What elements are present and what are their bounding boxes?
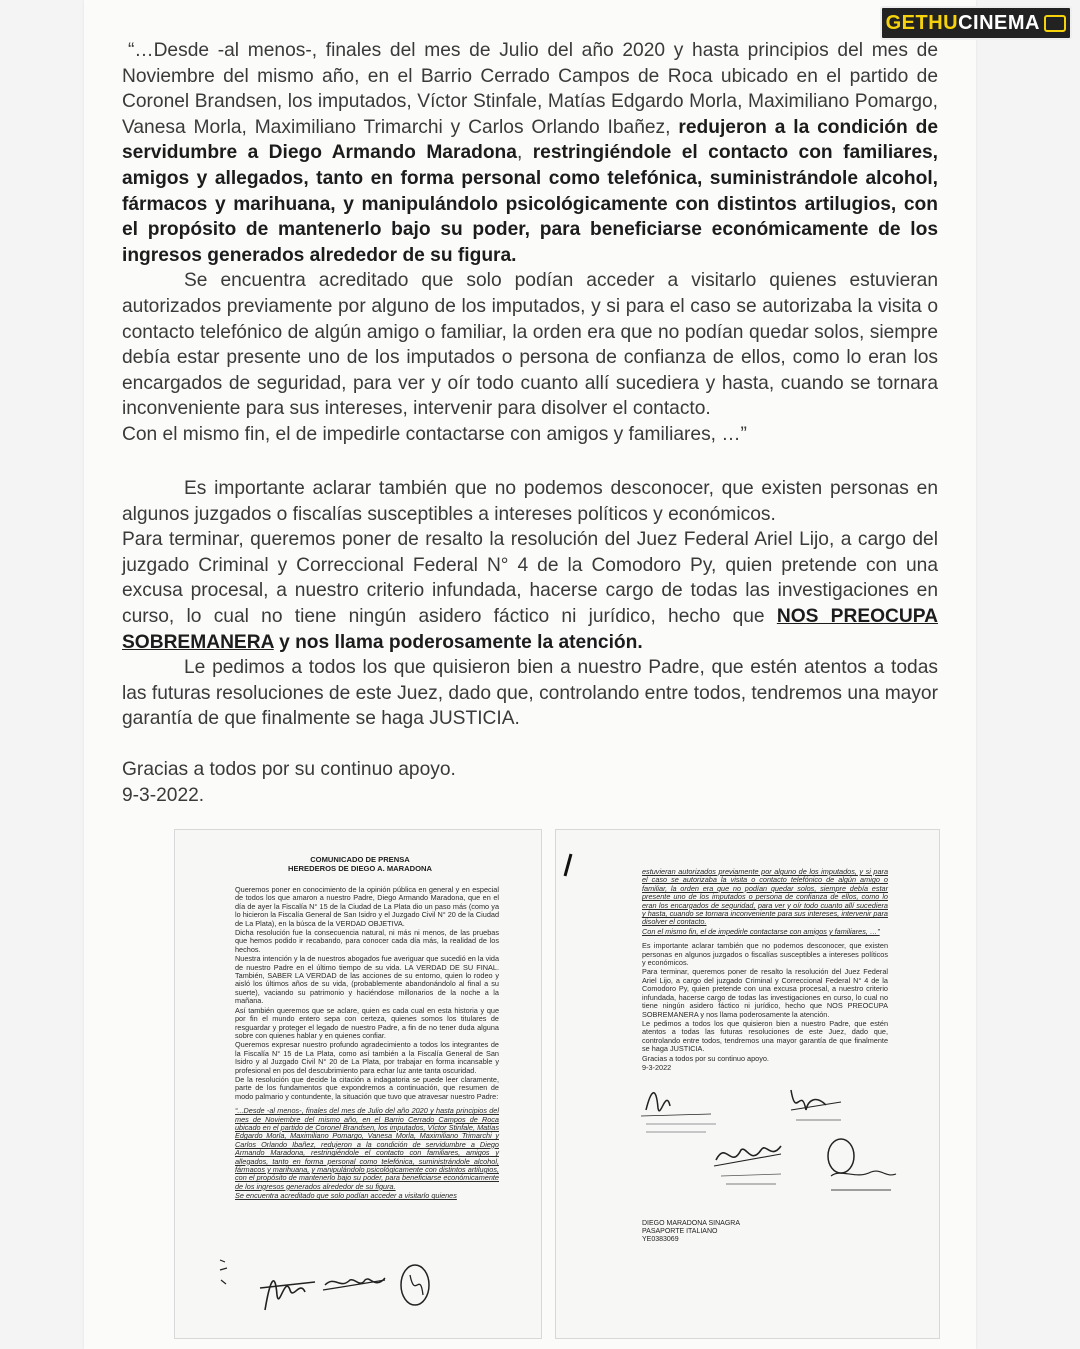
handwritten-signatures-page-1 (215, 1250, 445, 1330)
photo-press-release-page-2 (555, 829, 940, 1339)
press-release-page-1-text: Queremos poner en conocimiento de la opinión pública en general y en especial de todos los que amaron a nuestro Padre, Diego Armando Maradona, que en el día de ayer la Fiscalía N° 15 de la Ciudad de La Plata dio un paso más (como ya lo hicieron la Fiscalía General de San Isidro y el Juzgado Civil N° 20 de la Ciudad de La Plata), en la búsca de la VERDAD OBJETIVA. Dicha resolución fue la consecuencia natural, ni más ni menos, de las pruebas que hemos podido ir recabando, para conocer cada día más, la realidad de los hechos. Nuestra intención y la de nuestros abogados fue averiguar que sucedió en la vida de nuestro Padre en el último tiempo de su vida. LA VERDAD DE SU FINAL. También, SABER LA VERDAD de las acciones de su entorno, quien lo rodeo y aisló los últimos años de su vida, (probablemente abandonándolo al final a su suerte), vaciando su patrimonio y haciéndose millonarios de la noche a la mañana. Así también queremos que se aclare, quien es cada cual en esta historia y que por fin el mundo entero sepa con certeza, quienes somos los titulares de resguardar y proteger el legado de nuestro Padre, a fin de no tener duda alguna sobre con quienes hablar y en quienes confiar. Queremos expresar nuestro profundo agradecimiento a todos los integrantes de la Fiscalía N° 15 de La Plata, como así también a la Fiscalía General de San Isidro y al Juzgado Civil N° 20 de La Plata, por trabajar en forma incansable y profesional en pos del descubrimiento para echar luz ante tanta oscuridad. De la resolución que decide la citación a indagatoria se puede leer claramente, parte de los fundamentos que expondremos a continuación, que resumen de modo palmario y contundente, la situación que tuvo que atravesar nuestro Padre: “...Desde -al menos-, finales del mes de Julio del año 2020 y hasta principios del mes de Noviembre del mismo año, en el Barrio Cerrado Campos de Roca ubicado en el partido de Coronel Brandsen, los imputados, Víctor Stinfale, Matías Edgardo Morla, Maximiliano Pomargo, Vanesa Morla, Maximiliano Trimarchi y Carlos Orlando Ibañez, redujeron a la condición de servidumbre a Diego Armando Maradona, restringiéndole el contacto con familiares, amigos y allegados, tanto en forma personal como telefónica, suministrándole alcohol, fármacos y marihuana, y manipulándolo psicológicamente con distintos artilugios, con el propósito de mantenerlo bajo su poder, para beneficiarse económicamente de los ingresos generados alrededor de su figura. Se encuentra acreditado que solo podían acceder a visitarlo quienes (235, 885, 499, 1201)
watermark-text-1: GETHU (885, 11, 959, 34)
quote-paragraph-2: Se encuentra acreditado que solo podían acceder a visitarlo quienes estuvieran autorizados previamente por alguno de los imputados, y si para el caso se autorizaba la visita o contacto telefónico de algún amigo o familiar, la orden era que no podían quedar solos, siempre debía estar presente uno de los imputados o persona de confianza de ellos, como lo eran los encargados de seguridad, para ver y oír todo cuanto allí sucediera y hasta, cuando se tornara inconveniente para sus intereses, intervenir para disolver el contacto. (122, 270, 938, 420)
watermark-text-2: CINEMA (958, 11, 1040, 34)
gethucinema-watermark-logo (880, 6, 1072, 40)
signatory-block: DIEGO MARADONA SINAGRA PASAPORTE ITALIANO YE0383069 (642, 1220, 741, 1243)
date-line: 9-3-2022. (122, 784, 205, 806)
camera-icon (1044, 15, 1066, 32)
photo-press-release-page-1 (174, 829, 542, 1339)
handwritten-signatures-page-2 (626, 1080, 926, 1220)
quote-paragraph-3: Con el mismo fin, el de impedirle contactarse con amigos y familiares, …” (122, 423, 747, 445)
press-release-title: COMUNICADO DE PRENSA HEREDEROS DE DIEGO A. MARADONA (287, 855, 432, 873)
statement-body (122, 476, 938, 808)
quote-bold-restriction: restringiéndole el contacto con familiares, amigos y allegados, tanto en forma personal como telefónica, suministrándole alcohol, fármacos y marihuana, y manipulándolo psicológicamente con distintos artilugios, con el propósito de mantenerlo bajo su poder, para beneficiarse económicamente de los ingresos generados alrededor de su figura. (122, 142, 938, 266)
quoted-resolution (122, 38, 938, 448)
thanks-line: Gracias a todos por su continuo apoyo. (122, 758, 456, 780)
body-paragraph-2: Para terminar, queremos poner de resalto la resolución del Juez Federal Ariel Lijo, a cargo del juzgado Criminal y Correccional Federal N° 4 de la Comodoro Py, quien pretende con una excusa procesal, a nuestro criterio infundada, hacerse cargo de todas las investigaciones en curso, lo cual no tiene ningún asidero fáctico ni jurídico, hecho que NOS PREOCUPA SOBREMANERA y nos llama poderosamente la atención. (122, 529, 939, 653)
press-release-page-2-text: estuvieran autorizados previamente por alguno de los imputados, y si para el caso se autorizaba la visita o contacto telefónico de algún amigo o familiar, la orden era que no podían quedar solos, siempre debía estar presente uno de los imputados o persona de confianza de ellos, como lo eran los encargados de seguridad, para ver y oír todo cuanto allí sucediera y hasta, cuando se tornara inconveniente para sus intereses, intervenir para disolver el contacto. Con el mismo fin, el de impedirle contactarse con amigos y familiares, …” Es importante aclarar también que no podemos desconocer, que existen personas en algunos juzgados o fiscalías susceptibles a intereses políticos y económicos. Para terminar, queremos poner de resalto la resolución del Juez Federal Ariel Lijo, a cargo del juzgado Criminal y Correccional Federal N° 4 de la Comodoro Py, quien pretende con una excusa procesal, a nuestro criterio infundada, hacerse cargo de todas las investigaciones en curso, lo cual no tiene ningún asidero fáctico ni jurídico, hecho que NOS PREOCUPA SOBREMANERA y nos llama poderosamente la atención. Le pedimos a todos los que quisieron bien a nuestro Padre, que estén atentos a todas las futuras resoluciones de este Juez, dado que, controlando entre todos, tendremos una mayor garantía de que finalmente se haga JUSTICIA. Gracias a todos por su continuo apoyo. 9-3-2022 (642, 867, 888, 1072)
quote-paragraph-1: “…Desde -al menos-, finales del mes de Julio del año 2020 y hasta principios del mes de Noviembre del mismo año, en el Barrio Cerrado Campos de Roca ubicado en el partido de Coronel Brandsen, los imputados, Víctor Stinfale, Matías Edgardo Morla, Maximiliano Pomargo, Vanesa Morla, Maximiliano Trimarchi y Carlos Orlando Ibañez, redujeron a la condición de servidumbre a Diego Armando Maradona, restringiéndole el contacto con familiares, amigos y allegados, tanto en forma personal como telefónica, suministrándole alcohol, fármacos y marihuana, y manipulándolo psicológicamente con distintos artilugios, con el propósito de mantenerlo bajo su poder, para beneficiarse económicamente de los ingresos generados alrededor de su figura. (122, 40, 939, 266)
concern-highlight: NOS PREOCUPA SOBREMANERA (122, 605, 939, 653)
body-paragraph-3: Le pedimos a todos los que quisieron bien a nuestro Padre, que estén atentos a todas las futuras resoluciones de este Juez, dado que, controlando entre todos, tendremos una mayor garantía de que finalmente se haga JUSTICIA. (122, 657, 938, 730)
quote-bold-servitude: redujeron a la condición de servidumbre a Diego Armando Maradona (122, 116, 939, 164)
body-paragraph-1: Es importante aclarar también que no podemos desconocer, que existen personas en algunos juzgados o fiscalías susceptibles a intereses políticos y económicos. (122, 478, 938, 525)
page-mark-icon (562, 852, 574, 880)
